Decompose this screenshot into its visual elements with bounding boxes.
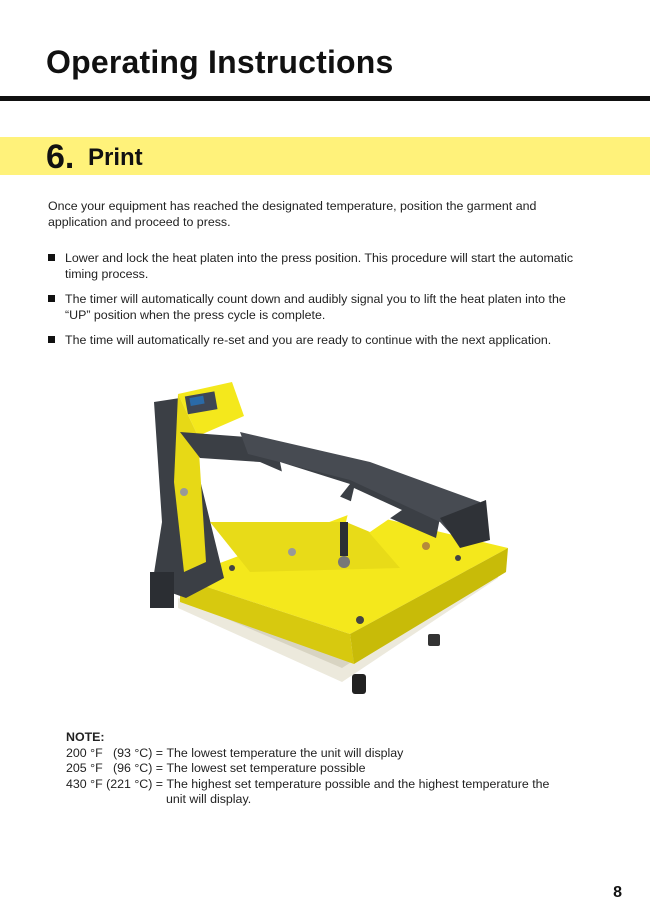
list-item-text: The timer will automatically count down and audibly signal you to lift the heat platen into the “UP” position when the press cycle is complete. <box>65 292 566 322</box>
list-item-text: Lower and lock the heat platen into the press position. This procedure will start the automatic timing process. <box>65 251 574 281</box>
bullet-square-icon <box>48 295 55 302</box>
page-number: 8 <box>613 884 622 901</box>
note-temperature: 200 °F (93 °C) = <box>66 745 167 760</box>
note-continuation: unit will display. <box>166 792 252 806</box>
note-row <box>66 746 586 762</box>
note-row <box>66 761 586 777</box>
note-block <box>66 730 586 808</box>
instruction-list <box>48 250 588 348</box>
heat-press-machine-icon <box>140 372 520 712</box>
heat-press-figure <box>140 372 520 712</box>
bullet-square-icon <box>48 254 55 261</box>
note-heading: NOTE: <box>66 730 105 744</box>
bullet-square-icon <box>48 336 55 343</box>
note-description: The highest set temperature possible and the highest temperature the <box>166 776 550 791</box>
note-description: The lowest temperature the unit will display <box>166 745 404 760</box>
note-temperature: 205 °F (96 °C) = <box>66 761 167 775</box>
list-item-text: The time will automatically re-set and you are ready to continue with the next application. <box>65 333 552 347</box>
list-item <box>48 250 588 282</box>
note-description: The lowest set temperature possible <box>166 761 366 775</box>
section-title: Print <box>88 144 143 171</box>
intro-paragraph: Once your equipment has reached the designated temperature, position the garment and application and proceed to press. <box>48 199 537 229</box>
section-number: 6. <box>46 138 75 176</box>
note-row <box>66 777 586 793</box>
title-rule <box>0 96 650 101</box>
list-item <box>48 332 588 348</box>
page-title: Operating Instructions <box>46 44 394 80</box>
list-item <box>48 291 588 323</box>
note-temperature: 430 °F (221 °C) = <box>66 776 167 791</box>
